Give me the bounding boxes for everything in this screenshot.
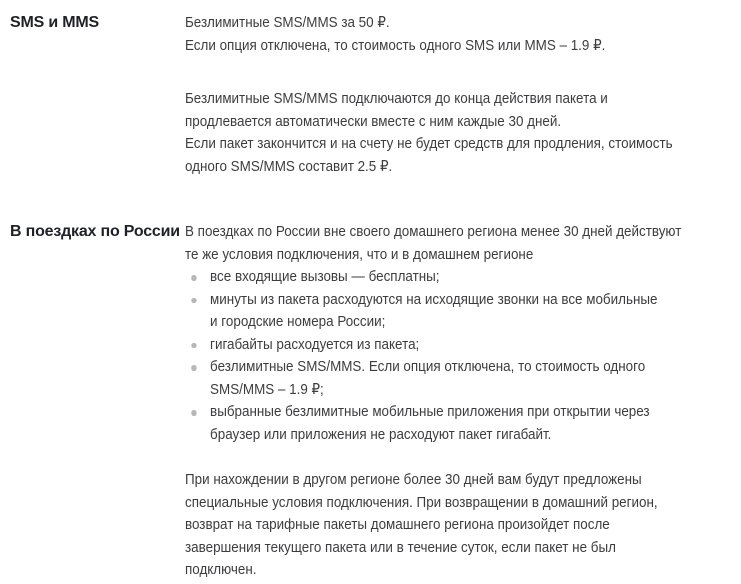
paragraph-sms-renewal: Безлимитные SMS/MMS подключаются до конца действия пакета и продлевается автоматически вместе с ним каждые 30 дней. Если пакет закончится и на счету не будет средств для продления, стоимость одного SMS/MMS составит 2.5 ₽.	[185, 90, 673, 175]
paragraph-travel-intro: В поездках по России вне своего домашнего региона менее 30 дней действуют те же условия подключения, что и в домашнем регионе	[185, 223, 682, 263]
section-content-travel-russia	[185, 221, 683, 582]
travel-conditions-list	[185, 266, 683, 446]
paragraph-sms-price: Безлимитные SMS/MMS за 50 ₽. Если опция отключена, то стоимость одного SMS или MMS – 1.9 ₽.	[185, 14, 606, 54]
condition-item-unlimited-sms: безлимитные SMS/MMS. Если опция отключена, то стоимость одного SMS/MMS – 1.9 ₽;	[185, 356, 683, 401]
section-content-sms-mms	[185, 12, 683, 178]
paragraph-other-region: При нахождении в другом регионе более 30 дней вам будут предложены специальные условия подключения. При возвращении в домашний регион, возврат на тарифные пакеты домашнего региона произойдет после завершения текущего пакета или в течение суток, если пакет не был подключен.	[185, 471, 658, 578]
section-sms-mms	[10, 12, 741, 178]
condition-item-incoming-calls: все входящие вызовы — бесплатны;	[185, 266, 683, 289]
section-label-travel-russia: В поездках по России	[10, 223, 180, 240]
condition-item-gigabytes: гигабайты расходуется из пакета;	[185, 334, 683, 357]
section-label-sms-mms: SMS и MMS	[10, 14, 99, 31]
condition-item-unlimited-apps: выбранные безлимитные мобильные приложения при открытии через браузер или приложения не расходуют пакет гигабайт.	[185, 401, 683, 446]
condition-item-package-minutes: минуты из пакета расходуются на исходящие звонки на все мобильные и городские номера России;	[185, 289, 683, 334]
section-travel-russia	[10, 221, 741, 582]
